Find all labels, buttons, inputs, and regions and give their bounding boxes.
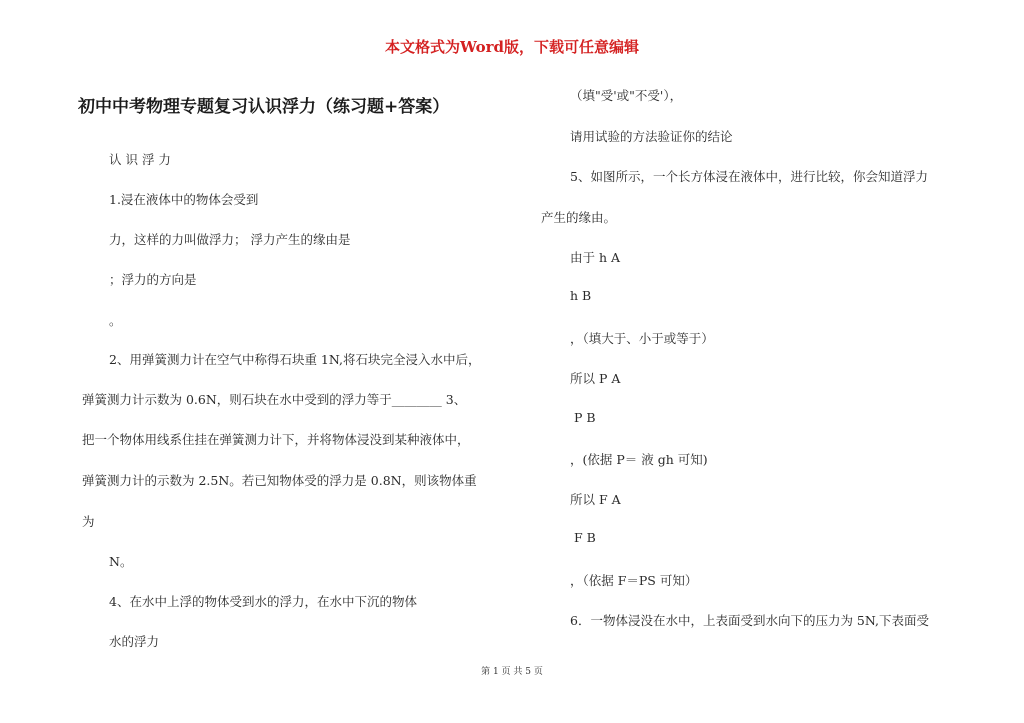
left-line: 弹簧测力计的示数为 2.5N。若已知物体受的浮力是 0.8N，则该物体重 <box>82 473 477 488</box>
right-line: 所以 F A <box>570 492 621 507</box>
right-line: 产生的缘由。 <box>541 210 617 225</box>
right-line: 6．一物体浸没在水中，上表面受到水向下的压力为 5N,下表面受 <box>570 613 929 628</box>
left-line: 弹簧测力计示数为 0.6N，则石块在水中受到的浮力等于________ 3、 <box>82 392 467 407</box>
right-line: P B <box>574 410 596 425</box>
left-line: 2、用弹簧测力计在空气中称得石块重 1N,将石块完全浸入水中后， <box>109 352 481 367</box>
left-line: N。 <box>109 554 133 569</box>
left-line: 水的浮力 <box>109 634 160 649</box>
left-line: 力，这样的力叫做浮力； 浮力产生的缘由是 <box>109 232 351 247</box>
right-line: ，（填大于、小于或等于） <box>570 331 714 346</box>
right-line: 5、如图所示，一个长方体浸在液体中，进行比较，你会知道浮力 <box>570 169 928 184</box>
right-line: ，（依据 F＝PS 可知） <box>570 573 698 588</box>
left-line: 。 <box>109 313 122 328</box>
left-line: 1.浸在液体中的物体会受到 <box>109 192 259 207</box>
right-line: F B <box>574 530 596 545</box>
left-line: ；浮力的方向是 <box>109 272 197 287</box>
right-line: 所以 P A <box>570 371 621 386</box>
left-line: 为 <box>82 514 95 529</box>
left-line: 4、在水中上浮的物体受到水的浮力，在水中下沉的物体 <box>109 594 417 609</box>
right-line: ，(依据 P＝ 液 gh 可知) <box>570 452 708 467</box>
right-line: h B <box>570 288 592 303</box>
left-line: 把一个物体用线系住挂在弹簧测力计下，并将物体浸没到某种液体中， <box>82 432 470 447</box>
page-number-footer: 第 1 页 共 5 页 <box>481 667 543 677</box>
right-line: （填"受'或"不受'）， <box>570 88 683 103</box>
section-heading: 认 识 浮 力 <box>109 152 171 167</box>
right-line: 请用试验的方法验证你的结论 <box>570 129 733 144</box>
header-banner: 本文格式为Word版，下载可任意编辑 <box>384 38 640 56</box>
document-title: 初中中考物理专题复习认识浮力（练习题+答案） <box>78 97 450 117</box>
right-line: 由于 h A <box>570 250 621 265</box>
